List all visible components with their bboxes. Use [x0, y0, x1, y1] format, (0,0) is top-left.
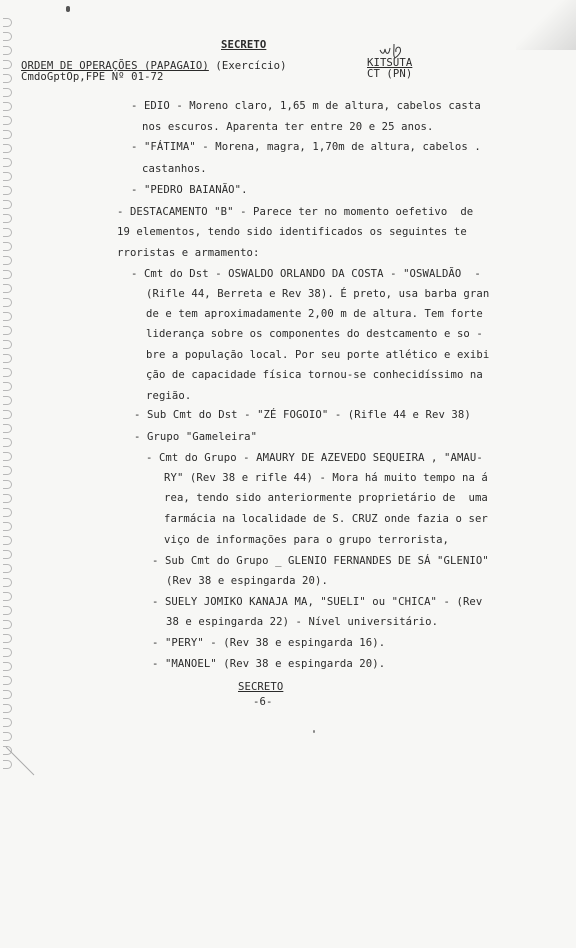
- scan-speck: [313, 730, 315, 733]
- binder-hole: [3, 158, 12, 167]
- binder-hole: [3, 620, 12, 629]
- binder-hole: [3, 662, 12, 671]
- binder-hole: [3, 298, 12, 307]
- binder-hole: [3, 60, 12, 69]
- body-line-20: rea, tendo sido anteriormente proprietário de uma: [164, 492, 488, 504]
- body-line-27: - "PERY" - (Rev 38 e espingarda 16).: [152, 637, 386, 649]
- body-line-1: - EDIO - Moreno claro, 1,65 m de altura, cabelos casta: [131, 100, 481, 112]
- doc-ref: CmdoGptOp,FPE Nº 01-72: [21, 71, 164, 83]
- binder-hole: [3, 410, 12, 419]
- binder-hole: [3, 494, 12, 503]
- doc-title-main: ORDEM DE OPERAÇÕES (PAPAGAIO): [21, 60, 209, 72]
- binder-hole: [3, 508, 12, 517]
- body-line-7: 19 elementos, tendo sido identificados os seguintes te: [117, 226, 467, 238]
- binder-hole: [3, 690, 12, 699]
- classification-bottom: SECRETO: [238, 681, 284, 693]
- binder-hole: [3, 438, 12, 447]
- body-line-15: região.: [146, 390, 192, 402]
- binder-hole: [3, 634, 12, 643]
- binder-hole: [3, 18, 12, 27]
- classification-top: SECRETO: [221, 39, 267, 51]
- binder-hole: [3, 284, 12, 293]
- binder-hole: [3, 46, 12, 55]
- body-line-12: liderança sobre os componentes do destcamento e so -: [146, 328, 483, 340]
- binder-hole: [3, 732, 12, 741]
- body-line-18: - Cmt do Grupo - AMAURY DE AZEVEDO SEQUEIRA , "AMAU-: [146, 452, 483, 464]
- binder-hole: [3, 648, 12, 657]
- binder-hole: [3, 88, 12, 97]
- binder-hole: [3, 340, 12, 349]
- binder-hole: [3, 256, 12, 265]
- binder-hole: [3, 382, 12, 391]
- body-line-24: (Rev 38 e espingarda 20).: [166, 575, 328, 587]
- binder-hole: [3, 74, 12, 83]
- body-line-10: (Rifle 44, Berreta e Rev 38). É preto, usa barba gran: [146, 288, 490, 300]
- body-line-4: castanhos.: [142, 163, 207, 175]
- body-line-8: rroristas e armamento:: [117, 247, 260, 259]
- binder-hole: [3, 536, 12, 545]
- binder-hole: [3, 270, 12, 279]
- binder-hole: [3, 326, 12, 335]
- author-rank: CT (PN): [367, 68, 413, 80]
- body-line-25: - SUELY JOMIKO KANAJA MA, "SUELI" ou "CHICA" - (Rev: [152, 596, 483, 608]
- binder-hole: [3, 200, 12, 209]
- body-line-3: - "FÁTIMA" - Morena, magra, 1,70m de altura, cabelos .: [131, 141, 481, 153]
- body-line-5: - "PEDRO BAIANÃO".: [131, 184, 248, 196]
- body-line-23: - Sub Cmt do Grupo _ GLENIO FERNANDES DE SÁ "GLENIO": [152, 555, 489, 567]
- binder-hole: [3, 102, 12, 111]
- binder-hole: [3, 704, 12, 713]
- doc-type: (Exercício): [215, 60, 287, 72]
- body-line-17: - Grupo "Gameleira": [134, 431, 258, 443]
- binder-hole: [3, 592, 12, 601]
- binder-hole: [3, 396, 12, 405]
- body-line-19: RY" (Rev 38 e rifle 44) - Mora há muito tempo na á: [164, 472, 488, 484]
- body-line-11: de e tem aproximadamente 2,00 m de altura. Tem forte: [146, 308, 483, 320]
- page-fold-mark: [4, 745, 44, 785]
- body-line-6: - DESTACAMENTO "B" - Parece ter no momento oefetivo de: [117, 206, 474, 218]
- binder-hole: [3, 452, 12, 461]
- binder-hole: [3, 676, 12, 685]
- body-line-21: farmácia na localidade de S. CRUZ onde fazia o ser: [164, 513, 488, 525]
- binder-hole: [3, 578, 12, 587]
- binder-hole: [3, 116, 12, 125]
- binder-hole: [3, 130, 12, 139]
- binder-hole: [3, 242, 12, 251]
- author-name: KITSUTA: [367, 57, 413, 69]
- body-line-9: - Cmt do Dst - OSWALDO ORLANDO DA COSTA - "OSWALDÃO -: [131, 268, 481, 280]
- binder-hole: [3, 368, 12, 377]
- binder-hole: [3, 228, 12, 237]
- binder-hole: [3, 480, 12, 489]
- body-line-13: bre a população local. Por seu porte atlético e exibi: [146, 349, 490, 361]
- binder-hole: [3, 564, 12, 573]
- body-line-16: - Sub Cmt do Dst - "ZÉ FOGOIO" - (Rifle 44 e Rev 38): [134, 409, 471, 421]
- binder-hole: [3, 186, 12, 195]
- binder-hole: [3, 718, 12, 727]
- body-line-14: ção de capacidade física tornou-se conhecidíssimo na: [146, 369, 483, 381]
- binder-hole: [3, 144, 12, 153]
- binder-holes: [3, 18, 17, 778]
- binder-hole: [3, 424, 12, 433]
- binder-hole: [3, 466, 12, 475]
- scan-speck: [66, 6, 70, 12]
- doc-title: [21, 61, 287, 72]
- binder-hole: [3, 312, 12, 321]
- binder-hole: [3, 354, 12, 363]
- binder-hole: [3, 214, 12, 223]
- scan-corner-shadow: [516, 0, 576, 50]
- body-line-2: nos escuros. Aparenta ter entre 20 e 25 anos.: [142, 121, 434, 133]
- binder-hole: [3, 172, 12, 181]
- page-number: -6-: [253, 696, 273, 708]
- body-line-26: 38 e espingarda 22) - Nível universitário.: [166, 616, 439, 628]
- binder-hole: [3, 550, 12, 559]
- binder-hole: [3, 606, 12, 615]
- body-line-28: - "MANOEL" (Rev 38 e espingarda 20).: [152, 658, 386, 670]
- binder-hole: [3, 32, 12, 41]
- binder-hole: [3, 522, 12, 531]
- body-line-22: viço de informações para o grupo terrorista,: [164, 534, 450, 546]
